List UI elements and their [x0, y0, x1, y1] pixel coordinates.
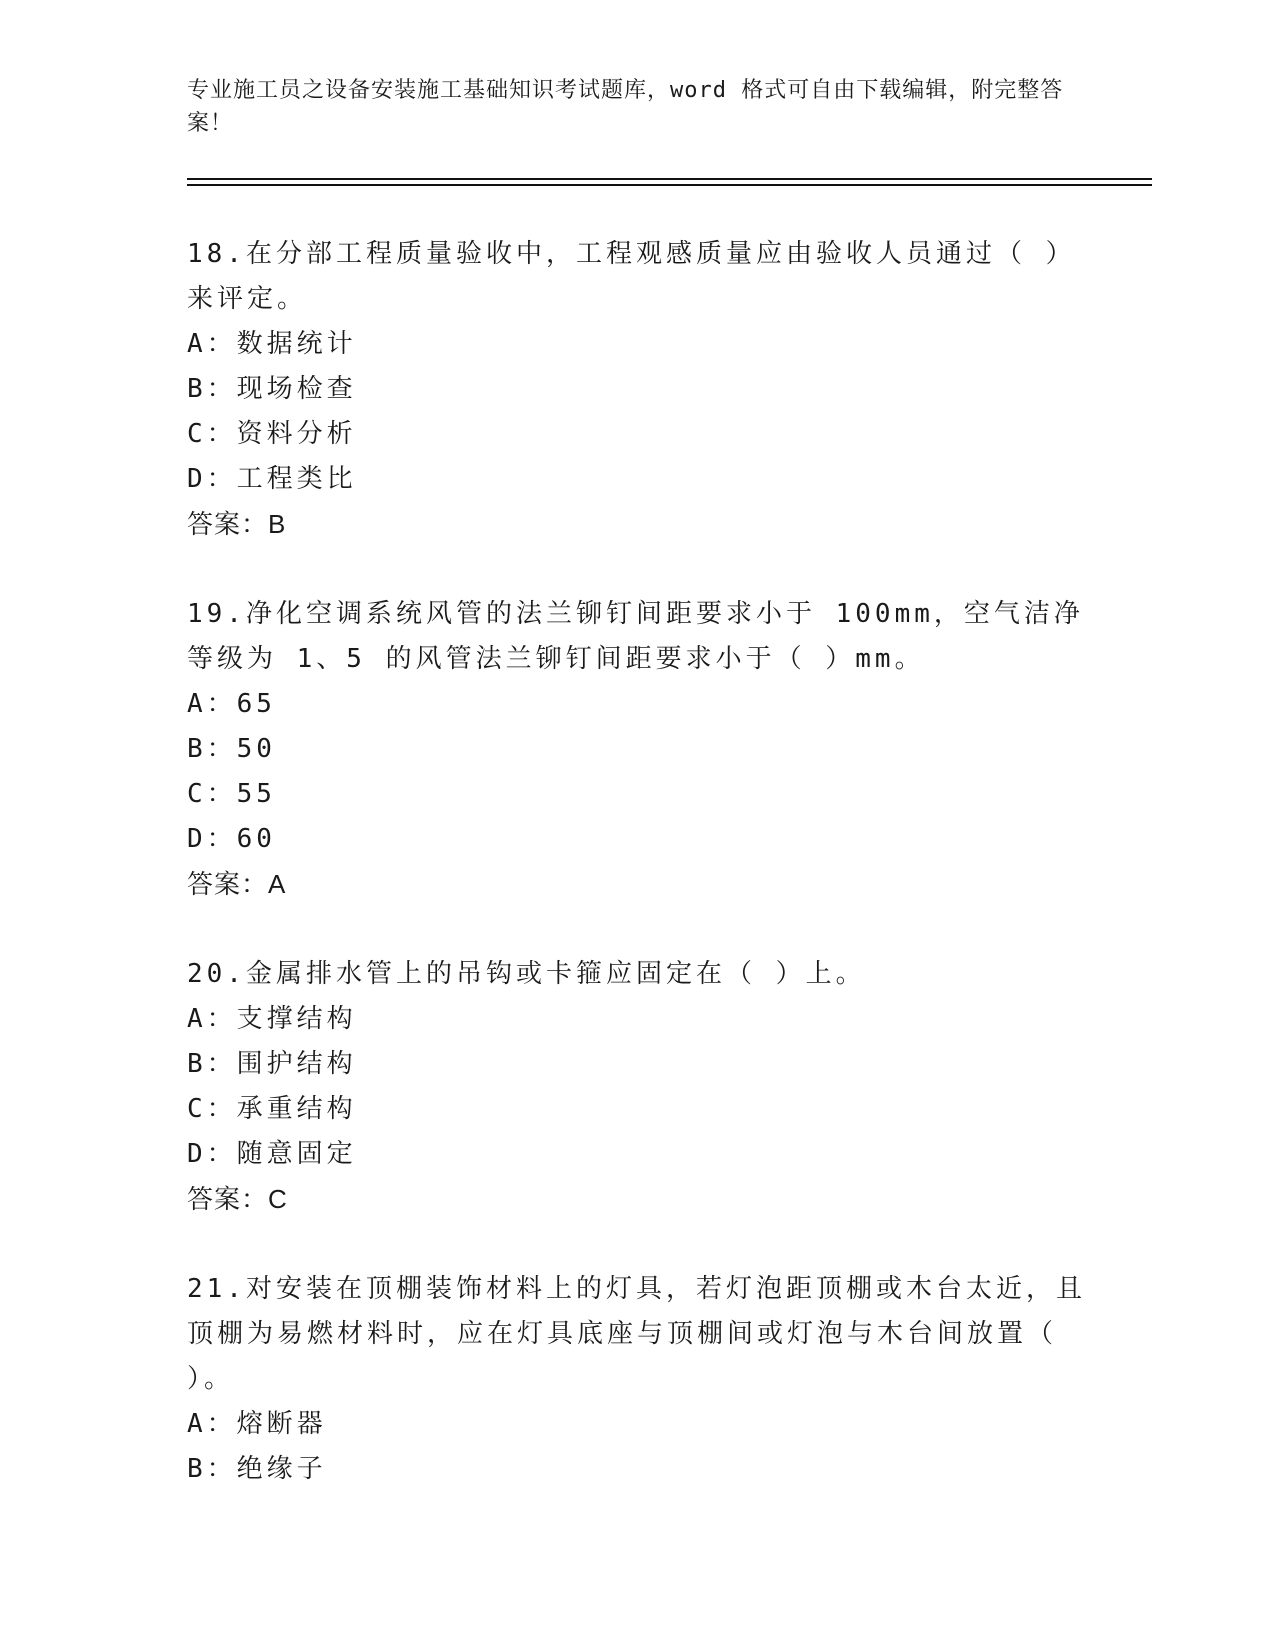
- option-a: A：熔断器: [187, 1409, 327, 1439]
- option-a: A：支撑结构: [187, 1004, 357, 1034]
- document-header: 专业施工员之设备安装施工基础知识考试题库，word 格式可自由下载编辑，附完整答案！: [187, 78, 1064, 136]
- option-c: C：55: [187, 779, 276, 809]
- option-d: D：工程类比: [187, 464, 357, 494]
- question-stem: 19.净化空调系统风管的法兰铆钉间距要求小于 100mm，空气洁净等级为 1、5 的风管法兰铆钉间距要求小于（ ）mm。: [187, 599, 1084, 674]
- option-b: B：现场检查: [187, 374, 357, 404]
- question-stem: 20.金属排水管上的吊钩或卡箍应固定在（ ）上。: [187, 959, 866, 989]
- option-b: B：绝缘子: [187, 1454, 327, 1484]
- option-b: B：50: [187, 734, 276, 764]
- header-divider-top: [187, 178, 1152, 180]
- answer-line: 答案：C: [187, 1184, 288, 1214]
- question-20: [187, 952, 1087, 1222]
- option-d: D：随意固定: [187, 1139, 357, 1169]
- option-d: D：60: [187, 824, 276, 854]
- option-a: A：数据统计: [187, 329, 357, 359]
- question-19: [187, 592, 1087, 907]
- option-a: A：65: [187, 689, 276, 719]
- question-list: [187, 232, 1087, 1537]
- option-c: C：承重结构: [187, 1094, 357, 1124]
- question-21: [187, 1267, 1087, 1492]
- question-18: [187, 232, 1087, 547]
- question-stem: 18.在分部工程质量验收中，工程观感质量应由验收人员通过（ ）来评定。: [187, 239, 1076, 314]
- option-b: B：围护结构: [187, 1049, 357, 1079]
- answer-line: 答案：B: [187, 509, 287, 539]
- question-stem: 21.对安装在顶棚装饰材料上的灯具，若灯泡距顶棚或木台太近，且顶棚为易燃材料时，应在灯具底座与顶棚间或灯泡与木台间放置（ ）。: [187, 1274, 1086, 1394]
- answer-line: 答案：A: [187, 869, 287, 899]
- option-c: C：资料分析: [187, 419, 357, 449]
- header-divider-bottom: [187, 184, 1152, 186]
